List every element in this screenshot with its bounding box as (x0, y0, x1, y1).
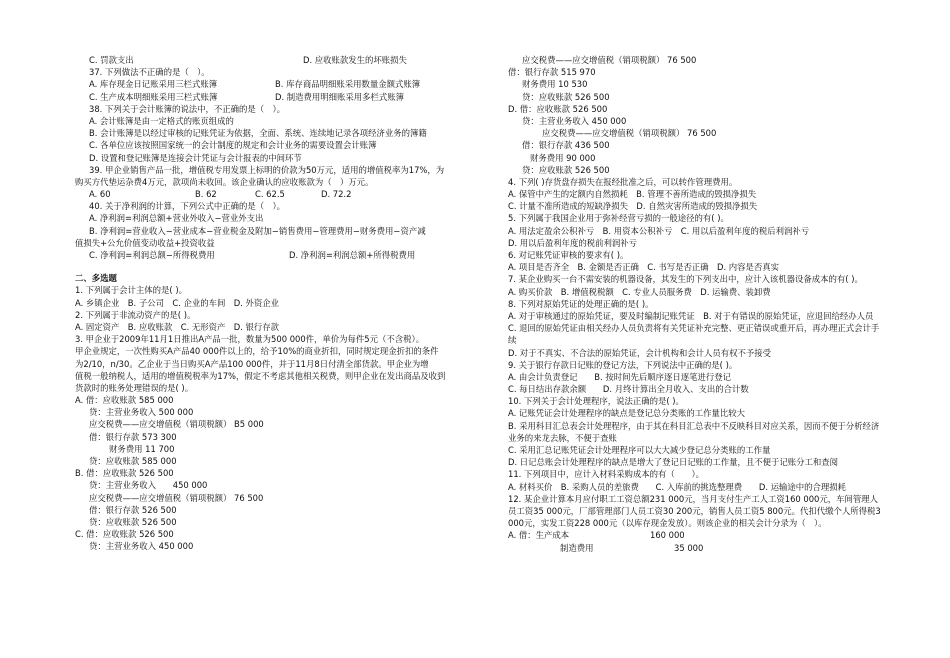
q36-option-d: D. 应收账款发生的坏账损失 (303, 55, 407, 65)
entry-c-line1: C. 借：应收账款 526 500 (75, 529, 174, 540)
mc-question-10-option-b-line1: B. 采用科目汇总表会计处理程序，由于其在科目汇总表中不反映科目对应关系，因而不便于分析经济 (508, 420, 880, 431)
question-38: 38. 下列关于会计账簿的说法中，不正确的是（ ）。 (89, 103, 286, 114)
mc-question-5-option-d: D. 用以后盈利年度的税前利润补亏 (508, 237, 638, 248)
entry-c-line3: 应交税费——应交增值税（销项税额） 76 500 (522, 55, 697, 65)
q36-option-c: C. 罚款支出 (89, 55, 134, 65)
question-39-options (75, 188, 477, 200)
mc-question-9: 9. 关于银行存款日记账的登记方法，下列说法中正确的是( )。 (508, 359, 738, 370)
mc-question-8: 8. 下列对原始凭证的处理正确的是( )。 (508, 298, 654, 309)
q40-option-c: C. 净利润=利润总额−所得税费用 (89, 250, 215, 260)
entry-c-line2: 贷：主营业务收入 450 000 (89, 541, 194, 552)
mc-question-4: 4. 下列( )存货盘存损失在报经批准之后，可以转作管理费用。 (508, 176, 738, 187)
entry-b-line2: 贷：主营业务收入 450 000 (89, 480, 208, 491)
mc-question-2-options: A. 固定资产 B. 应收账款 C. 无形资产 D. 银行存款 (75, 321, 280, 332)
mc-question-1-options: A. 乡镇企业 B. 子公司 C. 企业的车间 D. 外资企业 (75, 297, 280, 308)
q39-option-d: D. 72.2 (321, 189, 352, 200)
entry-12a-account-1: A. 借：生产成本 (508, 530, 570, 541)
q39-option-a: A. 60 (89, 189, 111, 200)
entry-d-line4: 借：银行存款 436 500 (522, 140, 610, 151)
q39-option-c: C. 62.5 (255, 189, 285, 200)
right-column (508, 54, 888, 554)
q40-option-a: A. 净利润=利润总额+营业外收入−营业外支出 (89, 213, 264, 224)
mc-question-4-options-ab: A. 保管中产生的定额内自然损耗 B. 管理不善所造成的毁损净损失 (508, 189, 757, 200)
entry-d-line6: 贷：应收账款 526 500 (522, 164, 610, 175)
q37-option-c: C. 生产成本明细账采用三栏式账簿 (89, 91, 218, 102)
entry-c-line6: 贷：应收账款 526 500 (522, 91, 610, 102)
mc-question-10-option-c: C. 采用汇总记账凭证会计处理程序可以大大减少登记总分类账的工作量 (508, 445, 771, 455)
mc-question-10-option-d: D. 日记总账会计处理程序的缺点是增大了登记日记账的工作量，且不便于记账分工和查阅 (508, 457, 839, 468)
mc-question-4-options-cd: C. 计量不准所造成的短缺净损失 D. 自然灾害所造成的毁损净损失 (508, 201, 758, 212)
question-37-options-cd (75, 91, 477, 103)
mc-question-1: 1. 下列属于会计主体的是( )。 (75, 285, 187, 296)
q38-option-b: B. 会计账簿是以经过审核的记账凭证为依据，全面、系统、连续地记录各项经济业务的簿籍 (89, 128, 427, 139)
mc-question-11-options: A. 材料买价 B. 采购人员的差旅费 C. 入库前的挑选整理费 D. 运输途中的合理损耗 (508, 481, 847, 492)
question-39-line1: 39. 甲企业销售产品一批，增值税专用发票上标明的价款为50万元，适用的增值税率为17%，为 (89, 164, 445, 175)
entry-12a-account-2: 制造费用 (560, 542, 594, 553)
entry-b-line1: B. 借：应收账款 526 500 (75, 468, 174, 479)
mc-question-5: 5. 下列属于我国企业用于弥补经营亏损的一般途径的有( )。 (508, 213, 729, 224)
section-title: 二、多选题 (75, 273, 117, 284)
q38-option-d: D. 设置和登记账簿是连接会计凭证与会计报表的中间环节 (89, 152, 302, 163)
mc-question-10: 10. 下列关于会计处理程序，说法正确的是( )。 (508, 396, 684, 407)
entry-a-line1: A. 借：应收账款 585 000 (75, 395, 174, 406)
mc-question-3-line4: 值税一般纳税人，适用的增值税税率为17%，假定不考虑其他相关税费，则甲企业在发出商品及收到 (75, 370, 446, 381)
question-37-options-ab (75, 78, 477, 90)
mc-question-9-options-cd: C. 每日结出存款余额 D. 月终计算出全月收入、支出的合计数 (508, 384, 749, 395)
mc-question-12-line3: 000元，实发工资228 000元（以库存现金发放）。则该企业的相关会计分录为（ ）。 (508, 518, 827, 529)
mc-question-10-option-a: A. 记账凭证会计处理程序的缺点是登记总分类账的工作量比较大 (508, 408, 746, 419)
question-37: 37. 下列做法不正确的是（ ）。 (89, 67, 210, 78)
mc-question-7: 7. 某企业购买一台不需安装的机器设备，其发生的下列支出中，应计入该机器设备成本的有( )。 (508, 274, 863, 285)
entry-12a-amount-1: 160 000 (650, 530, 685, 541)
q40-option-d: D. 净利润=利润总额+所得税费用 (289, 250, 416, 260)
entry-12a-line2 (508, 542, 888, 554)
entry-a-line5: 财务费用 11 700 (109, 443, 175, 454)
question-40-options-cd (75, 249, 477, 261)
entry-d-line5: 财务费用 90 000 (530, 152, 596, 163)
q37-option-b: B. 库存商品明细账采用数量金额式账簿 (275, 79, 421, 90)
q37-option-d: D. 制造费用明细账采用多栏式账簿 (275, 91, 405, 102)
question-39-line2: 购买方代垫运杂费4万元，款项尚未收回。该企业确认的应收账款为（ ）万元。 (75, 176, 374, 187)
question-40: 40. 关于净利润的计算，下列公式中正确的是（ ）。 (89, 201, 286, 212)
q38-option-a: A. 会计账簿是由一定格式的账页组成的 (89, 115, 234, 126)
entry-d-line2: 贷：主营业务收入 450 000 (522, 115, 627, 126)
entry-b-line4: 借：银行存款 526 500 (89, 504, 177, 515)
entry-c-line5: 财务费用 10 530 (522, 79, 588, 90)
mc-question-8-option-d: D. 对于不真实、不合法的原始凭证，会计机构和会计人员有权不予接受 (508, 347, 772, 358)
entry-b-line3: 应交税费——应交增值税（销项税额） 76 500 (89, 492, 264, 503)
entry-a-line3: 应交税费——应交增值税（销项税额） B5 000 (89, 419, 264, 430)
entry-a-line2: 贷：主营业务收入 500 000 (89, 407, 194, 418)
mc-question-8-option-c-line1: C. 退回的原始凭证由相关经办人员负责将有关凭证补充完整、更正错误或重开后，再办理正式会计手 (508, 323, 880, 334)
entry-a-line6: 贷：应收账款 585 000 (89, 456, 177, 466)
mc-question-10-option-b-line2: 业务的来龙去脉，不便于查账 (508, 432, 617, 443)
mc-question-5-options-ac: A. 用法定盈余公积补亏 B. 用资本公积补亏 C. 用以后盈利年度的税后利润补亏 (508, 225, 810, 236)
mc-question-9-options-ab: A. 由会计负责登记 B. 按时间先后顺序逐日逐笔进行登记 (508, 371, 731, 382)
mc-question-12-line1: 12. 某企业计算本月应付职工工资总额231 000元，当月支付生产工人工资160 000元，车间管理人 (508, 493, 878, 504)
mc-question-7-options: A. 购买价款 B. 增值税税额 C. 专业人员服务费 D. 运输费、装卸费 (508, 286, 771, 297)
mc-question-3-line2: 甲企业规定，一次性购买A产品40 000件以上的，给予10%的商业折扣，同时规定现金折扣的条件 (75, 346, 439, 357)
q37-option-a: A. 库存现金日记账采用三栏式账簿 (89, 79, 218, 90)
mc-question-3-line5: 货款时的账务处理错误的是( )。 (75, 382, 194, 393)
left-column (75, 54, 477, 553)
entry-12a-amount-2: 35 000 (674, 542, 704, 553)
mc-question-3-line1: 3. 甲企业于2009年11月1日推出A产品一批，数量为500 000件，单价为每件5元（不含税）。 (75, 334, 425, 345)
mc-question-8-option-c-line2: 续 (508, 335, 517, 346)
mc-question-3-line3: 为2/10，n/30。乙企业于当日购买A产品100 000件，并于11月8日付清全部货款。甲企业为增 (75, 358, 429, 369)
q38-option-c: C. 各单位应该按照国家统一的会计制度的规定和会计业务的需要设置会计账簿 (89, 140, 377, 151)
mc-question-2: 2. 下列属于非流动资产的是( )。 (75, 309, 196, 320)
entry-d-line1: D. 借：应收账款 526 500 (508, 103, 608, 114)
q39-option-b: B. 62 (195, 189, 217, 200)
entry-b-line5: 贷：应收账款 526 500 (89, 516, 177, 527)
mc-question-12-line2: 员工资35 000元，厂部管理部门人员工资30 200元，销售人员工资5 800元。代扣代缴个人所得税3 (508, 505, 881, 516)
entry-a-line4: 借：银行存款 573 300 (89, 431, 177, 442)
mc-question-11: 11. 下列项目中，应计入材料采购成本的有（ ）。 (508, 469, 705, 480)
entry-12a-line1 (508, 529, 888, 541)
question-36-options (75, 54, 477, 66)
entry-d-line3: 应交税费——应交增值税（销项税额） 76 500 (542, 128, 717, 139)
entry-c-line4: 借：银行存款 515 970 (508, 67, 596, 78)
mc-question-8-options-ab: A. 对于审核通过的原始凭证，要及时编制记账凭证 B. 对于有错误的原始凭证，应退回给经办人员 (508, 310, 874, 321)
q40-option-b-line1: B. 净利润=营业收入−营业成本−营业税金及附加−销售费用−管理费用−财务费用−资产减 (89, 225, 426, 236)
q40-option-b-line2: 值损失+公允价值变动收益+投资收益 (75, 237, 215, 248)
mc-question-6: 6. 对记账凭证审核的要求有( )。 (508, 250, 629, 260)
mc-question-6-options: A. 项目是否齐全 B. 金额是否正确 C. 书写是否正确 D. 内容是否真实 (508, 262, 780, 273)
